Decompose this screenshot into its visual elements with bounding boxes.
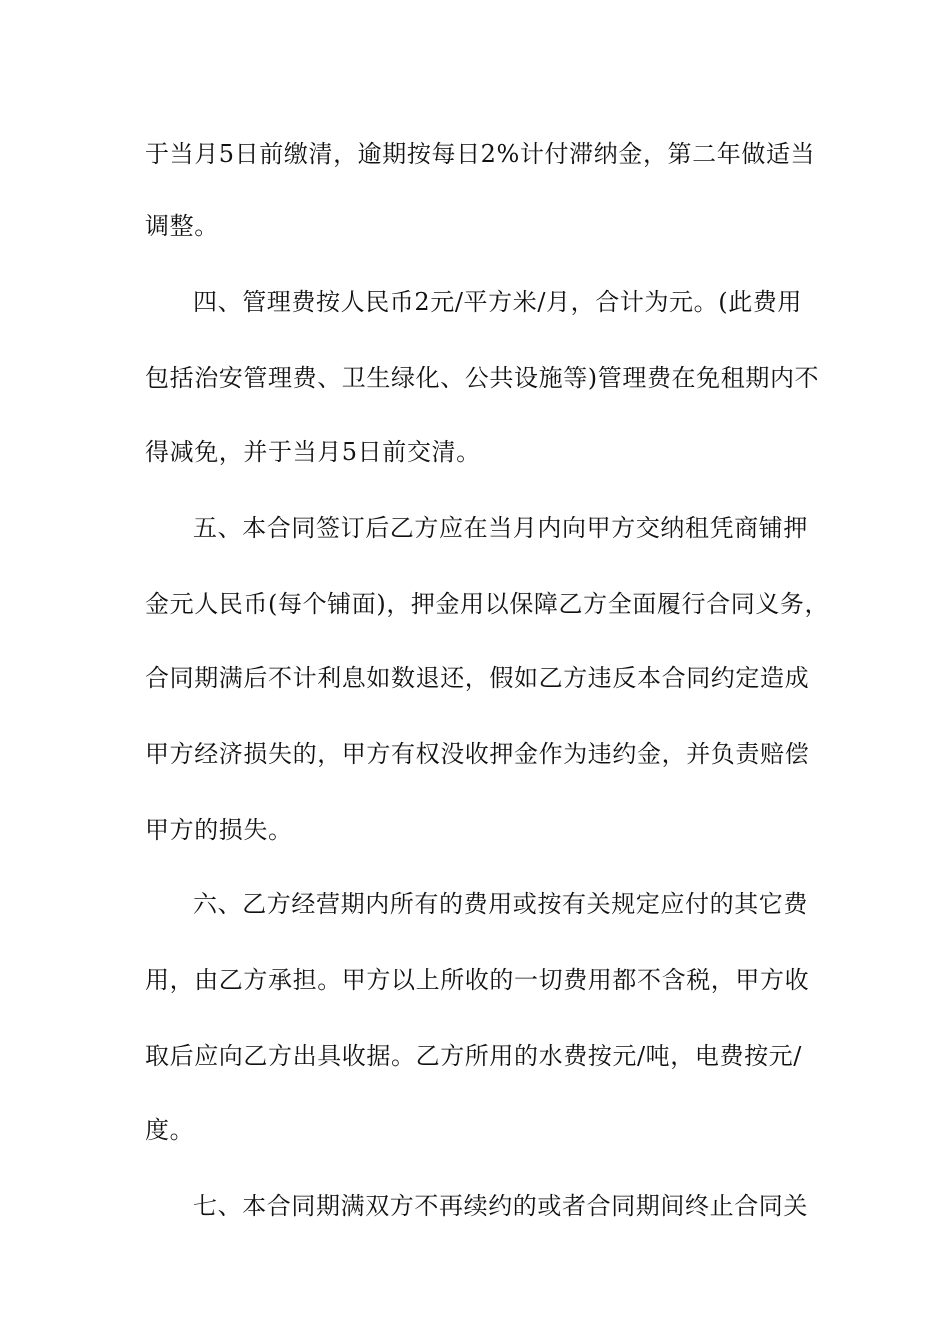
- text-line: 度。: [145, 1116, 195, 1144]
- text-line: 于当月5日前缴清，逾期按每日2%计付滞纳金，第二年做适当: [145, 140, 816, 168]
- text-line: 甲方经济损失的，甲方有权没收押金作为违约金，并负责赔偿: [145, 740, 810, 768]
- text-line: 合同期满后不计利息如数退还，假如乙方违反本合同约定造成: [145, 664, 810, 692]
- text-line: 取后应向乙方出具收据。乙方所用的水费按元/吨，电费按元/: [145, 1042, 802, 1070]
- text-line: 调整。: [145, 212, 219, 240]
- paragraph-5-start: 五、本合同签订后乙方应在当月内向甲方交纳租凭商铺押: [193, 514, 808, 542]
- text-line: 得减免，并于当月5日前交清。: [145, 438, 481, 466]
- text-line: 金元人民币(每个铺面)，押金用以保障乙方全面履行合同义务，: [145, 590, 830, 618]
- text-line: 甲方的损失。: [145, 816, 293, 844]
- paragraph-7-start: 七、本合同期满双方不再续约的或者合同期间终止合同关: [193, 1192, 808, 1220]
- paragraph-6-start: 六、乙方经营期内所有的费用或按有关规定应付的其它费: [193, 890, 808, 918]
- text-line: 包括治安管理费、卫生绿化、公共设施等)管理费在免租期内不: [145, 364, 820, 392]
- paragraph-4-start: 四、管理费按人民币2元/平方米/月，合计为元。(此费用: [193, 288, 803, 316]
- text-line: 用，由乙方承担。甲方以上所收的一切费用都不含税，甲方收: [145, 966, 810, 994]
